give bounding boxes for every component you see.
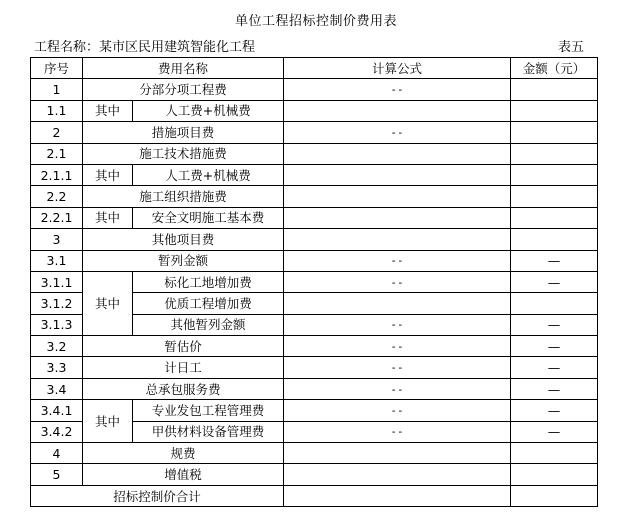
- row-seq: 2.2.1: [31, 207, 83, 228]
- row-name: 施工组织措施费: [83, 186, 284, 207]
- table-title: 单位工程招标控制价费用表: [234, 14, 397, 29]
- row-seq: 2.1: [31, 143, 83, 164]
- table-row: [31, 164, 598, 185]
- row-formula: [284, 164, 511, 185]
- row-formula: --: [284, 314, 511, 335]
- row-formula: [284, 464, 511, 485]
- row-amount: —: [511, 357, 598, 378]
- row-seq: 5: [31, 464, 83, 485]
- row-seq: 2.1.1: [31, 164, 83, 185]
- total-label: 招标控制价合计: [31, 485, 284, 506]
- row-name: 分部分项工程费: [83, 79, 284, 100]
- qizhong-cell: 其中: [83, 207, 133, 228]
- row-name: 措施项目费: [83, 122, 284, 143]
- table-number: 表五: [558, 40, 585, 55]
- row-seq: 3.1: [31, 250, 83, 271]
- row-seq: 3.1.2: [31, 293, 83, 314]
- table-row: [31, 207, 598, 228]
- total-amount: [511, 485, 598, 506]
- header-name: 费用名称: [83, 58, 284, 79]
- row-amount: —: [511, 314, 598, 335]
- row-seq: 3.4.1: [31, 400, 83, 421]
- row-formula: [284, 207, 511, 228]
- table-row: [31, 378, 598, 399]
- row-formula: [284, 293, 511, 314]
- row-formula: [284, 443, 511, 464]
- table-row: [31, 443, 598, 464]
- row-amount: [511, 186, 598, 207]
- row-seq: 3.3: [31, 357, 83, 378]
- row-seq: 3.1.1: [31, 271, 83, 292]
- qizhong-cell: 其中: [83, 164, 133, 185]
- table-row: [31, 464, 598, 485]
- row-amount: [511, 143, 598, 164]
- qizhong-cell: 其中: [83, 100, 133, 121]
- row-amount: [511, 164, 598, 185]
- header-row: [31, 58, 598, 79]
- table-row: [31, 357, 598, 378]
- row-formula: --: [284, 250, 511, 271]
- row-seq: 3.1.3: [31, 314, 83, 335]
- table-row: [31, 400, 598, 421]
- row-formula: --: [284, 357, 511, 378]
- table-row: [31, 100, 598, 121]
- qizhong-cell: 其中: [83, 400, 133, 443]
- row-seq: 3: [31, 229, 83, 250]
- qizhong-cell: 其中: [83, 271, 133, 335]
- row-amount: [511, 293, 598, 314]
- table-row: [31, 229, 598, 250]
- row-name: 暂列金额: [83, 250, 284, 271]
- row-formula: --: [284, 122, 511, 143]
- row-name: 计日工: [83, 357, 284, 378]
- row-formula: [284, 186, 511, 207]
- row-formula: [284, 143, 511, 164]
- row-seq: 3.4: [31, 378, 83, 399]
- row-amount: [511, 207, 598, 228]
- row-amount: —: [511, 336, 598, 357]
- row-seq: 2: [31, 122, 83, 143]
- row-amount: [511, 79, 598, 100]
- header-formula: 计算公式: [284, 58, 511, 79]
- row-name: 甲供材料设备管理费: [133, 421, 284, 442]
- row-seq: 1: [31, 79, 83, 100]
- table-row: [31, 250, 598, 271]
- row-formula: --: [284, 79, 511, 100]
- row-amount: [511, 229, 598, 250]
- table-row: [31, 336, 598, 357]
- project-name: 工程名称：某市区民用建筑智能化工程: [34, 40, 256, 55]
- row-seq: 1.1: [31, 100, 83, 121]
- row-amount: [511, 100, 598, 121]
- row-seq: 4: [31, 443, 83, 464]
- row-name: 其他项目费: [83, 229, 284, 250]
- cost-table: [30, 57, 598, 507]
- row-formula: --: [284, 400, 511, 421]
- row-amount: —: [511, 271, 598, 292]
- row-amount: —: [511, 421, 598, 442]
- row-amount: —: [511, 400, 598, 421]
- header-seq: 序号: [31, 58, 83, 79]
- row-name: 人工费+机械费: [133, 164, 284, 185]
- table-row: [31, 186, 598, 207]
- row-formula: [284, 229, 511, 250]
- row-amount: —: [511, 250, 598, 271]
- row-name: 施工技术措施费: [83, 143, 284, 164]
- row-formula: --: [284, 271, 511, 292]
- table-row: [31, 271, 598, 292]
- row-name: 优质工程增加费: [133, 293, 284, 314]
- row-name: 其他暂列金额: [133, 314, 284, 335]
- row-formula: --: [284, 421, 511, 442]
- table-row: [31, 79, 598, 100]
- row-amount: —: [511, 378, 598, 399]
- row-seq: 2.2: [31, 186, 83, 207]
- row-name: 暂估价: [83, 336, 284, 357]
- row-name: 规费: [83, 443, 284, 464]
- row-name: 总承包服务费: [83, 378, 284, 399]
- table-row: [31, 143, 598, 164]
- row-amount: [511, 464, 598, 485]
- row-name: 安全文明施工基本费: [133, 207, 284, 228]
- row-name: 标化工地增加费: [133, 271, 284, 292]
- total-formula: [284, 485, 511, 506]
- header-amount: 金额（元）: [511, 58, 598, 79]
- row-formula: [284, 100, 511, 121]
- row-amount: [511, 122, 598, 143]
- row-name: 人工费+机械费: [133, 100, 284, 121]
- total-row: [31, 485, 598, 506]
- table-row: [31, 122, 598, 143]
- row-formula: --: [284, 336, 511, 357]
- row-amount: [511, 443, 598, 464]
- row-name: 专业发包工程管理费: [133, 400, 284, 421]
- row-name: 增值税: [83, 464, 284, 485]
- row-seq: 3.2: [31, 336, 83, 357]
- row-seq: 3.4.2: [31, 421, 83, 442]
- row-formula: --: [284, 378, 511, 399]
